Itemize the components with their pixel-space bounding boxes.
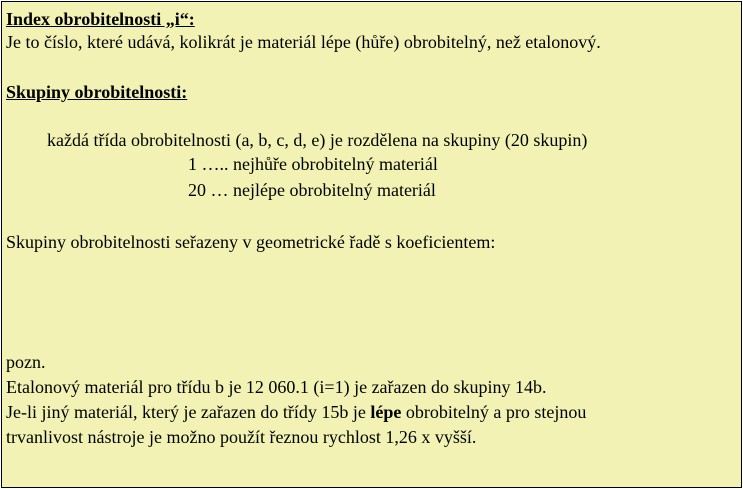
groups-intro: každá třída obrobitelnosti (a, b, c, d, e) je rozdělena na skupiny (20 skupin) [47, 130, 588, 150]
note-line-2 [6, 401, 586, 424]
geometric-series-text: Skupiny obrobitelnosti seřazeny v geometrické řadě s koeficientem: [6, 232, 496, 252]
note-line-2-suffix: obrobitelný a pro stejnou [401, 402, 587, 422]
groups-item-worst: 1 ….. nejhůře obrobitelný materiál [188, 154, 438, 174]
note-line-2-emphasis: lépe [370, 402, 402, 422]
note-label: pozn. [6, 352, 46, 372]
note-line-3: trvanlivost nástroje je možno použít řeznou rychlost 1,26 x vyšší. [6, 427, 477, 447]
groups-heading: Skupiny obrobitelnosti: [6, 82, 188, 102]
index-definition: Je to číslo, které udává, kolikrát je materiál lépe (hůře) obrobitelný, než etalonový. [6, 32, 601, 52]
index-heading: Index obrobitelnosti „i“: [6, 9, 195, 29]
note-line-1: Etalonový materiál pro třídu b je 12 060.1 (i=1) je zařazen do skupiny 14b. [6, 377, 547, 397]
text-panel [1, 1, 742, 488]
groups-item-best: 20 … nejlépe obrobitelný materiál [188, 180, 436, 200]
note-line-2-prefix: Je-li jiný materiál, který je zařazen do třídy 15b je [6, 402, 371, 422]
